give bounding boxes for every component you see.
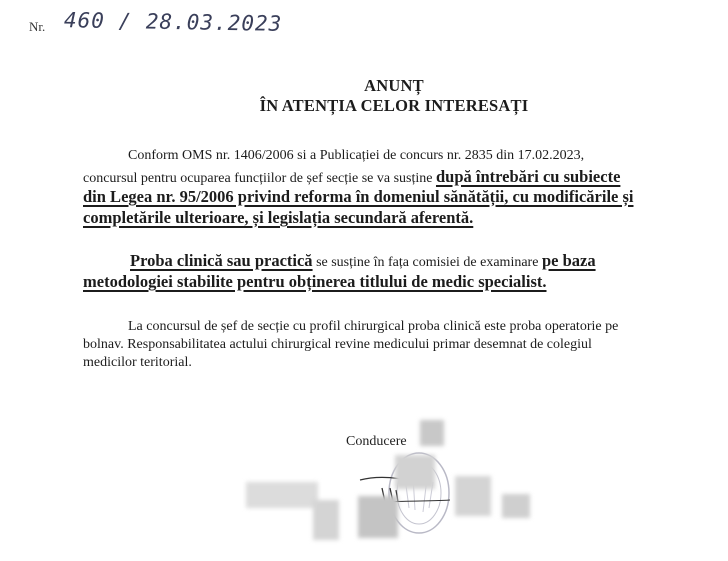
redaction-block (420, 420, 444, 446)
paragraph2-practical-exam: Proba clinică sau practică (130, 251, 313, 270)
paragraph1-line3 (83, 186, 633, 207)
paragraph2-line2-bold: metodologiei stabilite pentru obținerea titlului de medic specialist. (83, 272, 547, 291)
registration-handwritten-number: 460 / 28.03.2023 (63, 8, 283, 36)
redaction-block (358, 496, 398, 538)
paragraph1-line3-bold: din Legea nr. 95/2006 privind reforma în domeniul sănătății, cu modificările și (83, 187, 634, 206)
paragraph2-line1 (130, 250, 596, 273)
title-attention: ÎN ATENȚIA CELOR INTERESAȚI (259, 96, 529, 115)
redaction-block (455, 476, 491, 516)
paragraph2-line1-bold2: pe baza (541, 251, 596, 270)
title-announcement: ANUNȚ (364, 76, 424, 95)
paragraph3-line2: bolnav. Responsabilitatea actului chirurgical revine medicului primar desemnat de colegiul (83, 337, 592, 352)
redaction-block (395, 455, 435, 489)
paragraph3-line1: La concursul de șef de secție cu profil chirurgical proba clinică este proba operatorie pe (128, 319, 619, 334)
paragraph1-line1: Conform OMS nr. 1406/2006 si a Publicației de concurs nr. 2835 din 17.02.2023, (128, 148, 585, 163)
paragraph1-line2-regular: concursul pentru ocuparea funcțiilor de șef secție se va susține (83, 171, 436, 186)
paragraph2-line2 (83, 271, 547, 294)
redaction-block (502, 494, 530, 518)
paragraph1-line4-bold: completările ulterioare, și legislația secundară aferentă. (83, 208, 474, 227)
redaction-block (246, 482, 318, 508)
signature-label: Conducere (346, 434, 407, 449)
redaction-block (313, 500, 339, 540)
paragraph2-line1-regular: se susține în fața comisiei de examinare (312, 255, 542, 270)
paragraph3-line3: medicilor teritorial. (83, 355, 192, 370)
paragraph1-line4 (83, 207, 473, 228)
paragraph1-line2-bold: după întrebări cu subiecte (435, 167, 621, 186)
registration-prefix: Nr. (29, 19, 46, 34)
